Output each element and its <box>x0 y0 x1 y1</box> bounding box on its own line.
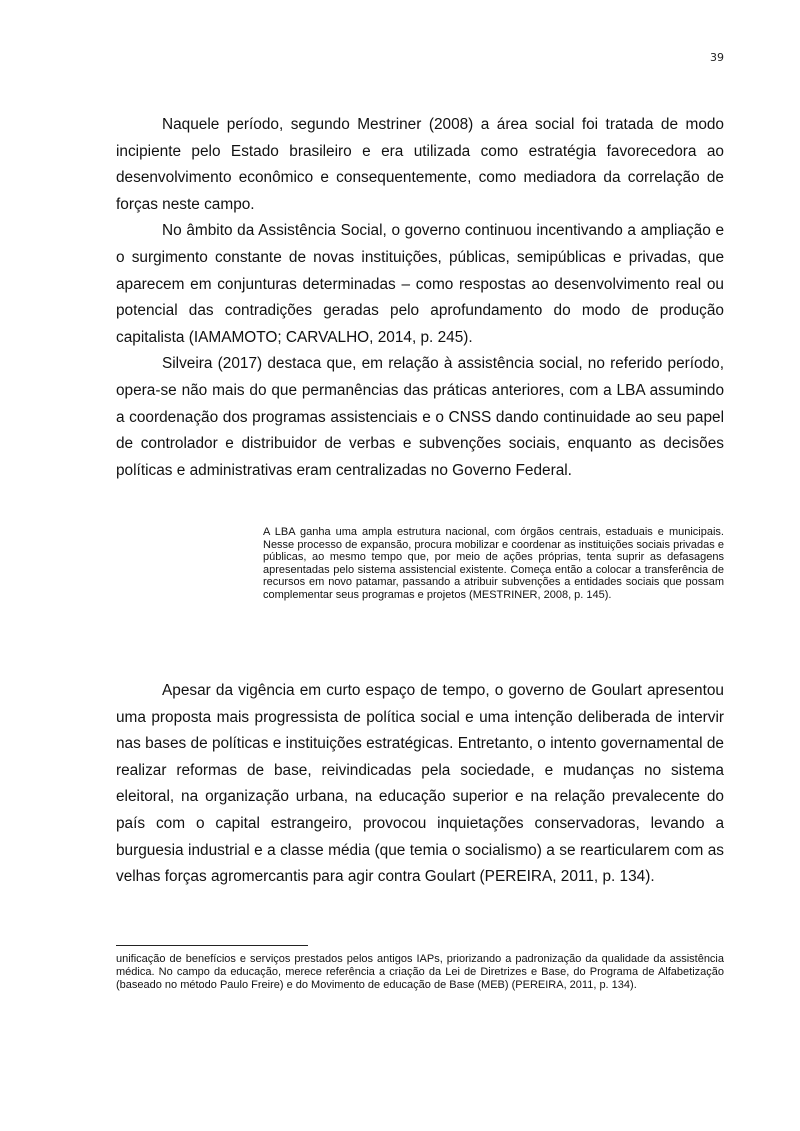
paragraph: Apesar da vigência em curto espaço de tempo, o governo de Goulart apresentou uma proposta mais progressista de política social e uma intenção deliberada de intervir nas bases de políticas e instituições estratégicas. Entretanto, o intento governamental de realizar reformas de base, reivindicadas pela sociedade, e mudanças no sistema eleitoral, na organização urbana, na educação superior e na relação prevalecente do país com o capital estrangeiro, provocou inquietações conservadoras, levando a burguesia industrial e a classe média (que temia o socialismo) a se rearticularem com as velhas forças agromercantis para agir contra Goulart (PEREIRA, 2011, p. 134). <box>116 682 724 886</box>
block-quote: A LBA ganha uma ampla estrutura nacional, com órgãos centrais, estaduais e municipais. Nesse processo de expansão, procura mobilizar e coordenar as instituições sociais privadas e públicas, ao mesmo tempo que, por meio de ações próprias, tenta suprir as defasagens apresentadas pelo sistema assistencial existente. Começa então a colocar a transferência de recursos em novo patamar, passando a atribuir subvenções a entidades sociais que possam complementar seus programas e projetos (MESTRINER, 2008, p. 145). <box>263 526 724 601</box>
paragraph: No âmbito da Assistência Social, o governo continuou incentivando a ampliação e o surgimento constante de novas instituições, públicas, semipúblicas e privadas, que aparecem em conjunturas determinadas – como respostas ao desenvolvimento real ou potencial das contradições geradas pelo aprofundamento do modo de produção capitalista (IAMAMOTO; CARVALHO, 2014, p. 245). <box>116 222 724 346</box>
paragraph: Silveira (2017) destaca que, em relação à assistência social, no referido período, opera-se não mais do que permanências das práticas anteriores, com a LBA assumindo a coordenação dos programas assistenciais e o CNSS dando continuidade ao seu papel de controlador e distribuidor de verbas e subvenções sociais, enquanto as decisões políticas e administrativas eram centralizadas no Governo Federal. <box>116 355 724 479</box>
body-text-section <box>116 678 724 891</box>
page-number: 39 <box>710 51 724 64</box>
body-text-section <box>116 112 724 484</box>
footnote: unificação de benefícios e serviços prestados pelos antigos IAPs, priorizando a padronização da qualidade da assistência médica. No campo da educação, merece referência a criação da Lei de Diretrizes e Base, do Programa de Alfabetização (baseado no método Paulo Freire) e do Movimento de educação de Base (MEB) (PEREIRA, 2011, p. 134). <box>116 953 724 991</box>
footnote-separator <box>116 945 308 946</box>
paragraph: Naquele período, segundo Mestriner (2008) a área social foi tratada de modo incipiente pelo Estado brasileiro e era utilizada como estratégia favorecedora ao desenvolvimento econômico e consequentemente, como mediadora da correlação de forças neste campo. <box>116 116 724 213</box>
